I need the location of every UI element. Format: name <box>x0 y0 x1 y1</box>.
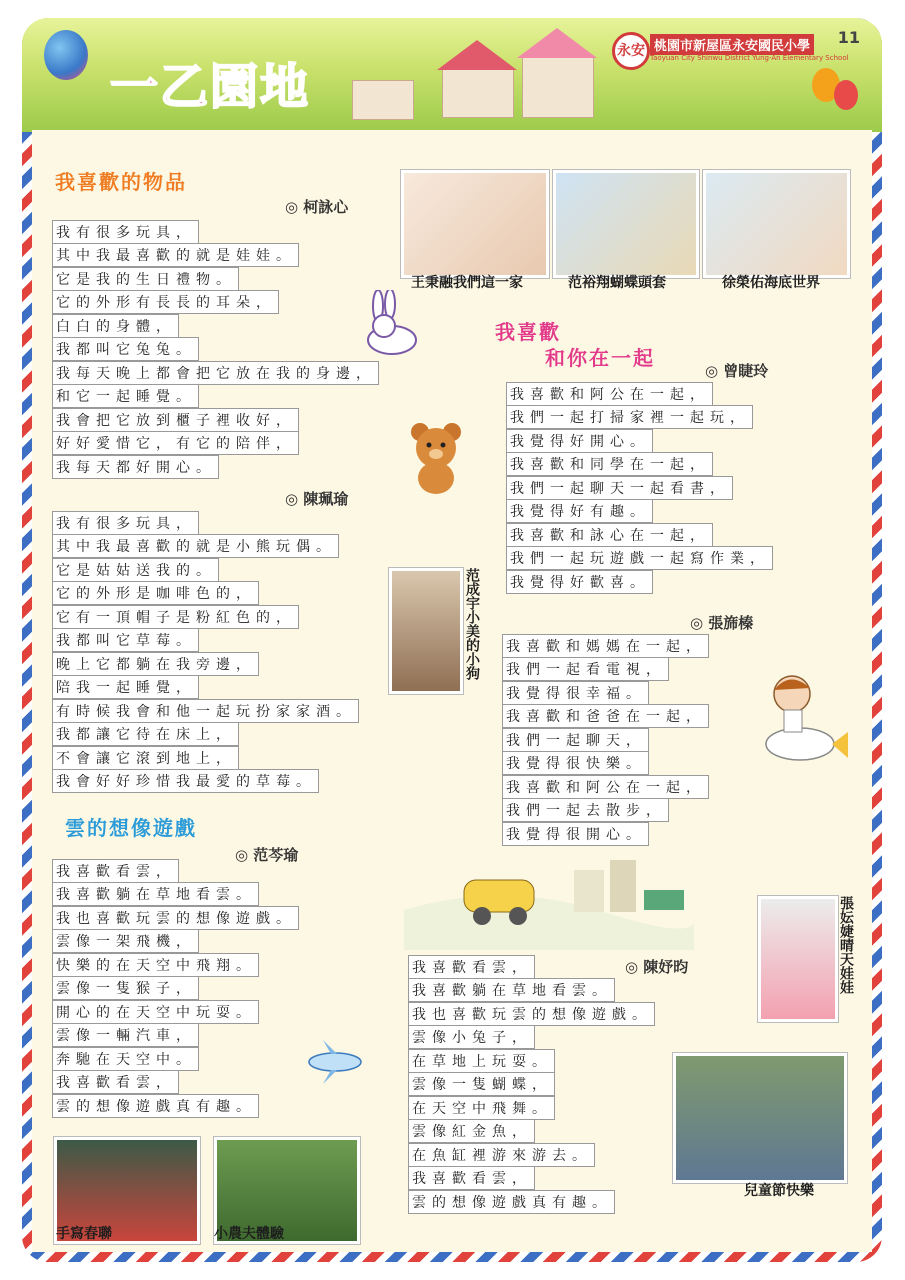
text-line <box>502 681 709 705</box>
section1-title: 我喜歡的物品 <box>55 170 187 194</box>
text-line-content: 我每天晚上都會把它放在我的身邊， <box>52 361 379 385</box>
photo3-caption: 徐榮佑海底世界 <box>722 275 820 291</box>
text-line <box>502 728 709 752</box>
section3-text <box>52 859 299 1118</box>
house-illustration <box>522 56 594 118</box>
text-line <box>52 432 379 456</box>
text-line-content: 我覺得很開心。 <box>502 822 649 846</box>
section4-text <box>506 382 773 594</box>
text-line <box>506 406 773 430</box>
text-line <box>52 699 359 723</box>
section3-title: 雲的想像遊戲 <box>65 816 197 840</box>
photo-undersea-drawing <box>703 170 850 278</box>
text-line-content: 雲的想像遊戲真有趣。 <box>52 1094 259 1118</box>
photo-dog-drawing <box>389 568 463 694</box>
text-line <box>52 511 359 535</box>
text-line <box>52 977 299 1001</box>
text-line <box>506 476 773 500</box>
text-line <box>502 775 709 799</box>
section4-title-line1: 我喜歡 <box>495 320 561 344</box>
page-number: 11 <box>837 28 860 47</box>
text-line-content: 它的外形有長長的耳朵， <box>52 290 279 314</box>
section4-title-line2: 和你在一起 <box>545 346 655 370</box>
text-line-content: 我喜歡和詠心在一起， <box>506 523 713 547</box>
text-line-content: 它是姑姑送我的。 <box>52 558 219 582</box>
photo4-caption: 范成宇小美的小狗 <box>464 568 480 680</box>
text-line <box>52 338 379 362</box>
text-line-content: 晚上它都躺在我旁邊， <box>52 652 259 676</box>
text-line <box>506 570 773 594</box>
text-line-content: 我會好好珍惜我最愛的草莓。 <box>52 769 319 793</box>
text-line-content: 我覺得好有趣。 <box>506 499 653 523</box>
school-name: 桃園市新屋區永安國民小學 <box>650 34 814 55</box>
text-line <box>408 1120 655 1144</box>
text-line <box>408 1002 655 1026</box>
text-line-content: 我們一起打掃家裡一起玩， <box>506 405 753 429</box>
airplane-icon <box>305 1040 365 1084</box>
text-line-content: 它是我的生日禮物。 <box>52 267 239 291</box>
text-line <box>52 906 299 930</box>
text-line <box>408 1026 655 1050</box>
text-line-content: 開心的在天空中玩耍。 <box>52 1000 259 1024</box>
text-line <box>52 220 379 244</box>
section6-text <box>408 955 655 1214</box>
text-line <box>52 535 359 559</box>
text-line <box>506 429 773 453</box>
text-line <box>52 930 299 954</box>
text-line <box>52 314 379 338</box>
text-line <box>52 244 379 268</box>
text-line <box>52 582 359 606</box>
text-line-content: 它的外形是咖啡色的， <box>52 581 259 605</box>
car-scene-illustration <box>404 840 694 950</box>
text-line <box>506 500 773 524</box>
text-line-content: 不會讓它滾到地上， <box>52 746 239 770</box>
school-english-name: Taoyuan City Shinwu District Yung-An Elementary School <box>650 54 849 62</box>
text-line-content: 快樂的在天空中飛翔。 <box>52 953 259 977</box>
photo-teru-teru-bozu <box>758 896 838 1022</box>
text-line <box>52 267 379 291</box>
text-line <box>502 634 709 658</box>
text-line <box>408 1096 655 1120</box>
text-line-content: 我喜歡躺在草地看雲。 <box>52 882 259 906</box>
photo-childrens-day <box>673 1053 847 1183</box>
text-line <box>506 382 773 406</box>
text-line <box>52 652 359 676</box>
text-line <box>52 1024 299 1048</box>
text-line <box>52 1094 299 1118</box>
text-line-content: 我也喜歡玩雲的想像遊戲。 <box>52 906 299 930</box>
text-line-content: 奔馳在天空中。 <box>52 1047 199 1071</box>
text-line <box>52 770 359 794</box>
text-line <box>502 658 709 682</box>
text-line <box>52 455 379 479</box>
photo2-caption: 范裕翔蝴蝶頭套 <box>568 275 666 291</box>
section1-author: ◎ 柯詠心 <box>285 198 349 216</box>
photo7-caption: 手寫春聯 <box>56 1226 112 1242</box>
photo8-caption: 小農夫體驗 <box>214 1226 284 1242</box>
text-line-content: 我喜歡看雲， <box>408 1166 535 1190</box>
text-line-content: 陪我一起睡覺， <box>52 675 199 699</box>
text-line-content: 其中我最喜歡的就是小熊玩偶。 <box>52 534 339 558</box>
text-line <box>506 453 773 477</box>
text-line <box>52 1000 299 1024</box>
text-line-content: 白白的身體， <box>52 314 179 338</box>
text-line <box>502 705 709 729</box>
text-line-content: 我喜歡和爸爸在一起， <box>502 704 709 728</box>
text-line-content: 其中我最喜歡的就是娃娃。 <box>52 243 299 267</box>
section5-text <box>502 634 709 846</box>
text-line-content: 我喜歡和阿公在一起， <box>502 775 709 799</box>
section2-text <box>52 511 359 793</box>
text-line-content: 我們一起聊天一起看書， <box>506 476 733 500</box>
text-line-content: 我有很多玩具， <box>52 511 199 535</box>
text-line-content: 雲的想像遊戲真有趣。 <box>408 1190 615 1214</box>
text-line <box>408 979 655 1003</box>
text-line-content: 我都讓它待在床上， <box>52 722 239 746</box>
text-line <box>408 1190 655 1214</box>
text-line <box>52 723 359 747</box>
text-line-content: 我喜歡和同學在一起， <box>506 452 713 476</box>
text-line <box>408 1167 655 1191</box>
rabbit-icon <box>360 290 420 360</box>
photo-butterfly-headgear <box>553 170 699 278</box>
text-line-content: 我們一起聊天， <box>502 728 649 752</box>
text-line <box>52 629 359 653</box>
section1-text <box>52 220 379 479</box>
text-line <box>52 385 379 409</box>
roof-illustration <box>517 28 597 58</box>
text-line <box>52 859 299 883</box>
column-title: 一乙園地 <box>110 59 311 115</box>
text-line-content: 我們一起看電視， <box>502 657 669 681</box>
text-line-content: 我們一起玩遊戲一起寫作業， <box>506 546 773 570</box>
section6-author: ◎ 陳妤昀 <box>625 958 689 976</box>
text-line <box>408 1049 655 1073</box>
section3-author: ◎ 范芩瑜 <box>235 846 299 864</box>
text-line <box>52 605 359 629</box>
text-line <box>52 676 359 700</box>
text-line-content: 雲像小兔子， <box>408 1025 535 1049</box>
text-line-content: 我有很多玩具， <box>52 220 199 244</box>
text-line <box>52 558 359 582</box>
boy-on-fish-icon <box>760 670 850 774</box>
text-line-content: 我喜歡看雲， <box>52 1070 179 1094</box>
photo1-caption: 王秉融我們這一家 <box>411 275 523 291</box>
text-line-content: 在天空中飛舞。 <box>408 1096 555 1120</box>
text-line-content: 我每天都好開心。 <box>52 455 219 479</box>
text-line-content: 我覺得很快樂。 <box>502 751 649 775</box>
text-line-content: 雲像一隻猴子， <box>52 976 199 1000</box>
text-line-content: 我喜歡看雲， <box>52 859 179 883</box>
house-illustration <box>442 68 514 118</box>
text-line-content: 我喜歡和媽媽在一起， <box>502 634 709 658</box>
text-line-content: 我喜歡看雲， <box>408 955 535 979</box>
text-line <box>506 523 773 547</box>
text-line-content: 雲像一隻蝴蝶， <box>408 1072 555 1096</box>
text-line-content: 雲像紅金魚， <box>408 1119 535 1143</box>
photo-family-drawing <box>401 170 549 278</box>
text-line <box>52 953 299 977</box>
photo5-caption: 張妘婕晴天娃娃 <box>838 896 854 994</box>
text-line <box>52 361 379 385</box>
text-line-content: 我會把它放到櫃子裡收好， <box>52 408 299 432</box>
section5-author: ◎ 張旆榛 <box>690 614 754 632</box>
photo6-caption: 兒童節快樂 <box>744 1183 814 1199</box>
text-line-content: 我也喜歡玩雲的想像遊戲。 <box>408 1002 655 1026</box>
text-line-content: 我們一起去散步， <box>502 798 669 822</box>
school-seal-icon: 永安 <box>612 32 650 70</box>
text-line-content: 雲像一輛汽車， <box>52 1023 199 1047</box>
roof-illustration <box>437 40 517 70</box>
text-line-content: 和它一起睡覺。 <box>52 384 199 408</box>
text-line-content: 我都叫它草莓。 <box>52 628 199 652</box>
text-line <box>408 1073 655 1097</box>
text-line <box>52 746 359 770</box>
text-line <box>502 799 709 823</box>
text-line-content: 雲像一架飛機， <box>52 929 199 953</box>
text-line <box>52 1047 299 1071</box>
text-line <box>408 955 655 979</box>
section4-author: ◎ 曾睫玲 <box>705 362 769 380</box>
text-line-content: 我喜歡和阿公在一起， <box>506 382 713 406</box>
text-line-content: 我覺得好開心。 <box>506 429 653 453</box>
text-line <box>502 752 709 776</box>
text-line <box>52 883 299 907</box>
text-line <box>52 1071 299 1095</box>
teddy-bear-icon <box>406 420 466 496</box>
text-line-content: 我覺得好歡喜。 <box>506 570 653 594</box>
text-line-content: 在草地上玩耍。 <box>408 1049 555 1073</box>
hot-air-balloon-icon <box>44 30 88 80</box>
text-line-content: 好好愛惜它，有它的陪伴， <box>52 431 299 455</box>
text-line-content: 有時候我會和他一起玩扮家家酒。 <box>52 699 359 723</box>
text-line-content: 我喜歡躺在草地看雲。 <box>408 978 615 1002</box>
text-line <box>52 291 379 315</box>
text-line-content: 在魚缸裡游來游去。 <box>408 1143 595 1167</box>
house-illustration <box>352 80 414 120</box>
text-line <box>52 408 379 432</box>
balloon-icon <box>834 80 858 110</box>
text-line <box>408 1143 655 1167</box>
section2-author: ◎ 陳珮瑜 <box>285 490 349 508</box>
header-banner <box>22 18 882 132</box>
text-line-content: 我覺得很幸福。 <box>502 681 649 705</box>
text-line <box>506 547 773 571</box>
text-line-content: 它有一頂帽子是粉紅色的， <box>52 605 299 629</box>
text-line-content: 我都叫它兔兔。 <box>52 337 199 361</box>
